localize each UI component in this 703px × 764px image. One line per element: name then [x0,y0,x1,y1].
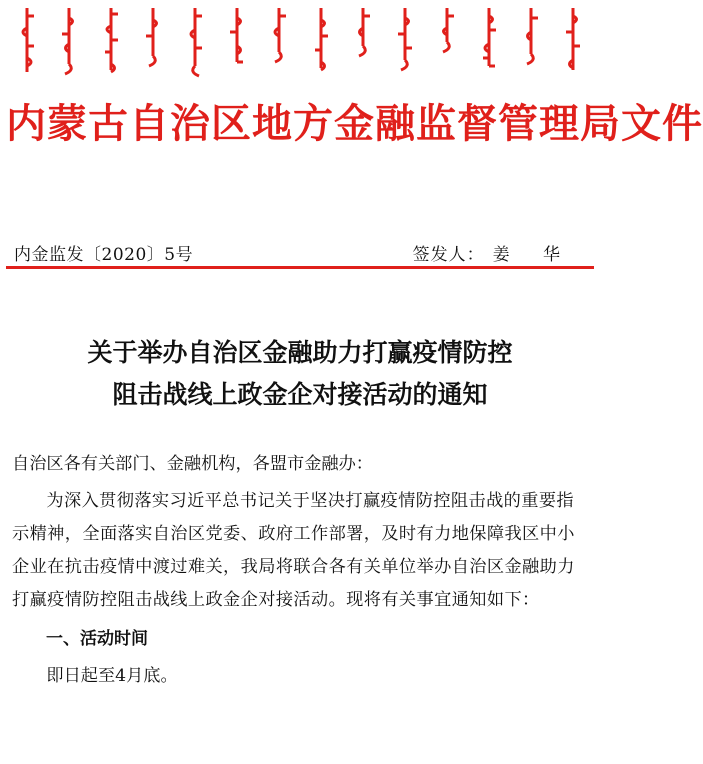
mongolian-word [522,6,540,78]
mongolian-word [438,6,456,78]
mongolian-word [60,6,78,78]
notice-title [20,332,580,416]
mongolian-script-header [18,6,582,78]
mongolian-word [480,6,498,78]
notice-title-line-1: 关于举办自治区金融助力打赢疫情防控 [87,338,513,367]
red-divider-rule [6,266,594,269]
body-paragraph: 为深入贯彻落实习近平总书记关于坚决打赢疫情防控阻击战的重要指示精神，全面落实自治区党委、政府工作部署，及时有力地保障我区中小企业在抗击疫情中渡过难关，我局将联合各有关单位举办自治区金融助力打赢疫情防控阻击战线上政金企对接活动。现将有关事宜通知如下： [12,491,575,610]
section-heading: 一、活动时间 [46,629,148,649]
issuer-name: 姜 华 [492,245,574,265]
document-meta [14,238,586,266]
mongolian-word [186,6,204,78]
salutation: 自治区各有关部门、金融机构，各盟市金融办： [12,454,373,474]
mongolian-word [312,6,330,78]
issuer-label: 签发人： [412,245,485,265]
mongolian-word [270,6,288,78]
mongolian-word [144,6,162,78]
mongolian-word [354,6,372,78]
notice-title-line-2: 阻击战线上政金企对接活动的通知 [112,380,488,409]
mongolian-word [18,6,36,78]
document-number: 内金监发〔2020〕5号 [14,245,194,265]
agency-title: 内蒙古自治区地方金融监督管理局文件 [6,101,703,147]
mongolian-word [102,6,120,78]
issuer [413,240,574,265]
document-body [12,448,588,693]
mongolian-word [564,6,582,78]
mongolian-word [228,6,246,78]
section-text: 即日起至4月底。 [46,666,178,686]
mongolian-word [396,6,414,78]
